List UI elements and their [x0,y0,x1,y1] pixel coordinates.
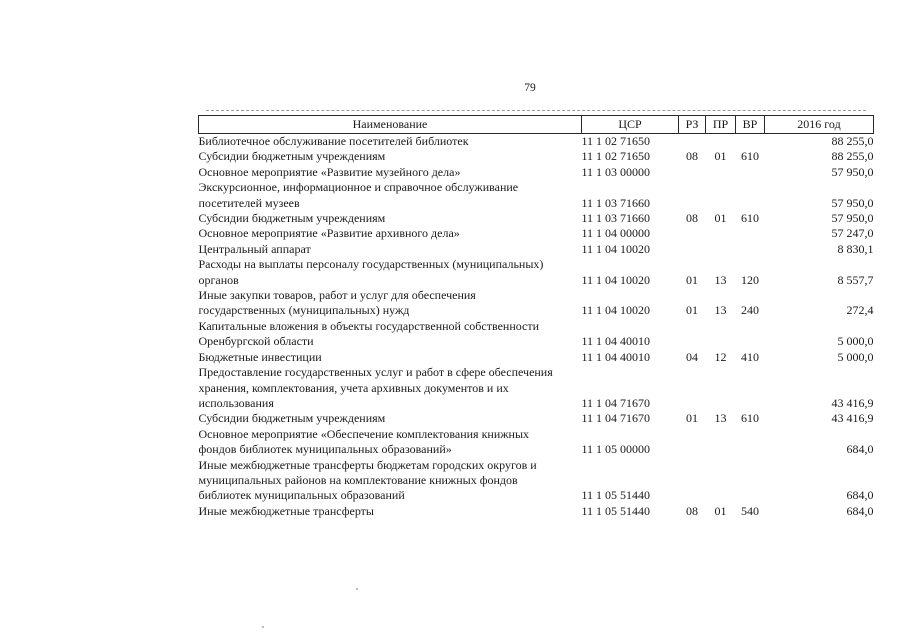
table-row [199,226,874,241]
cell-csr: 11 1 02 71650 [581,134,651,148]
table-row [199,458,874,504]
cell-pr [706,134,736,150]
cell-vr [736,165,765,180]
cell-rz: 08 [686,211,698,226]
cell-name: Субсидии бюджетным учреждениям [198,211,386,226]
cell-vr [736,427,765,458]
cell-amount: 57 950,0 [831,195,874,210]
table-row [199,257,874,288]
cell-amount: 57 247,0 [831,226,874,241]
cell-csr: 11 1 03 71660 [581,195,651,210]
header-pr: ПР [706,116,736,134]
cell-amount: 88 255,0 [831,149,874,164]
cell-rz [679,134,706,150]
table-row [199,180,874,211]
cell-vr [736,226,765,241]
cell-pr [706,365,736,411]
cell-rz [679,365,706,411]
cell-rz [679,319,706,350]
cell-name: Капитальные вложения в объекты государственной собственности Оренбургской области [198,318,540,349]
cell-name: Расходы на выплаты персоналу государственных (муниципальных) органов [198,257,544,287]
table-row [199,350,874,365]
cell-name: Бюджетные инвестиции [198,349,322,364]
cell-csr: 11 1 05 51440 [581,488,651,503]
cell-rz: 01 [686,411,698,426]
cell-pr: 01 [714,149,727,164]
cell-csr: 11 1 04 40010 [581,334,651,349]
cell-pr: 13 [714,272,727,287]
cell-rz [679,458,706,504]
cell-pr: 13 [714,411,727,426]
cell-amount: 88 255,0 [831,134,874,148]
cell-rz: 01 [686,303,698,318]
cell-csr: 11 1 04 71670 [581,411,651,426]
cell-vr: 120 [741,272,759,287]
cell-csr: 11 1 05 51440 [581,503,651,518]
cell-amount: 8 830,1 [837,241,874,256]
cell-pr [706,319,736,350]
cell-name: Центральный аппарат [198,241,311,256]
cell-csr: 11 1 03 71660 [581,211,651,226]
cell-rz: 01 [686,272,698,287]
cell-amount: 684,0 [846,488,874,503]
cell-rz [679,226,706,241]
cell-rz: 04 [686,349,698,364]
table-row [199,427,874,458]
cell-amount: 5 000,0 [837,334,874,349]
table-row [199,288,874,319]
cell-name: Иные межбюджетные трансферты [198,503,374,518]
table-row [199,411,874,426]
cell-name: Основное мероприятие «Развитие музейного дела» [198,164,461,179]
cell-vr [736,180,765,211]
scan-artifact-dot [262,626,264,628]
cell-vr [736,134,765,150]
cell-rz: 08 [686,149,698,164]
cell-rz [679,427,706,458]
cell-name: Предоставление государственных услуг и работ в сфере обеспечения хранения, комплектования, учета архивных документов и их использования [198,365,553,410]
cell-vr [736,365,765,411]
header-vr: ВР [736,116,765,134]
cell-pr [706,458,736,504]
cell-name: Субсидии бюджетным учреждениям [198,149,386,164]
cell-name: Экскурсионное, информационное и справочное обслуживание посетителей музеев [198,180,519,210]
cell-csr: 11 1 03 00000 [581,164,651,179]
cell-vr: 610 [741,149,759,164]
cell-pr: 01 [714,503,727,518]
cell-name: Основное мероприятие «Обеспечение комплектования книжных фондов библиотек муниципальных образований» [198,426,530,457]
cell-csr: 11 1 04 71670 [581,395,651,410]
cell-amount: 684,0 [846,442,874,457]
cell-vr [736,242,765,257]
cell-vr: 240 [741,303,759,318]
cell-csr: 11 1 02 71650 [581,149,651,164]
cell-pr [706,242,736,257]
cell-csr: 11 1 04 10020 [581,241,651,256]
cell-vr [736,319,765,350]
cell-pr: 13 [714,303,727,318]
cell-amount: 43 416,9 [831,395,874,410]
cell-name: Основное мероприятие «Развитие архивного дела» [198,226,460,241]
cell-rz [679,180,706,211]
header-name: Наименование [199,116,582,134]
cell-vr: 610 [741,411,759,426]
table-row [199,504,874,519]
cell-amount: 57 950,0 [831,164,874,179]
cell-pr [706,226,736,241]
table-row [199,242,874,257]
cell-amount: 43 416,9 [831,411,874,426]
table-row [199,149,874,164]
table-header-row [199,116,874,134]
table-row [199,134,874,150]
budget-table [198,115,874,519]
cell-amount: 57 950,0 [831,211,874,226]
cell-rz [679,165,706,180]
header-rz: РЗ [679,116,706,134]
cell-csr: 11 1 04 40010 [581,349,651,364]
table-row [199,211,874,226]
cell-pr [706,165,736,180]
cell-vr: 540 [741,503,759,518]
cell-pr [706,180,736,211]
cell-vr: 610 [741,211,759,226]
page-number: 79 [524,82,536,94]
cell-amount: 272,4 [846,303,874,318]
table-row [199,319,874,350]
cell-name: Библиотечное обслуживание посетителей библиотек [198,134,469,148]
cell-csr: 11 1 04 00000 [581,226,651,241]
cell-rz [679,242,706,257]
scan-artifact-dot [356,588,358,590]
cell-name: Субсидии бюджетным учреждениям [198,411,386,426]
cell-csr: 11 1 04 10020 [581,303,651,318]
cell-amount: 8 557,7 [837,272,874,287]
cell-pr: 01 [714,211,727,226]
header-csr: ЦСР [582,116,679,134]
cell-rz: 08 [686,503,698,518]
cell-pr [706,427,736,458]
cell-name: Иные закупки товаров, работ и услуг для обеспечения государственных (муниципальных) нужд [198,288,476,318]
cell-amount: 5 000,0 [837,349,874,364]
cell-csr: 11 1 04 10020 [581,272,651,287]
cell-csr: 11 1 05 00000 [581,442,651,457]
cell-vr [736,458,765,504]
cell-vr: 410 [741,349,759,364]
header-amount: 2016 год [765,116,874,134]
cell-name: Иные межбюджетные трансферты бюджетам городских округов и муниципальных районов на комплектование книжных фондов библиотек муниципальных образований [198,457,537,503]
scan-artifact-line [206,110,866,111]
cell-pr: 12 [714,349,727,364]
cell-amount: 684,0 [846,503,874,518]
table-row [199,365,874,411]
table-row [199,165,874,180]
